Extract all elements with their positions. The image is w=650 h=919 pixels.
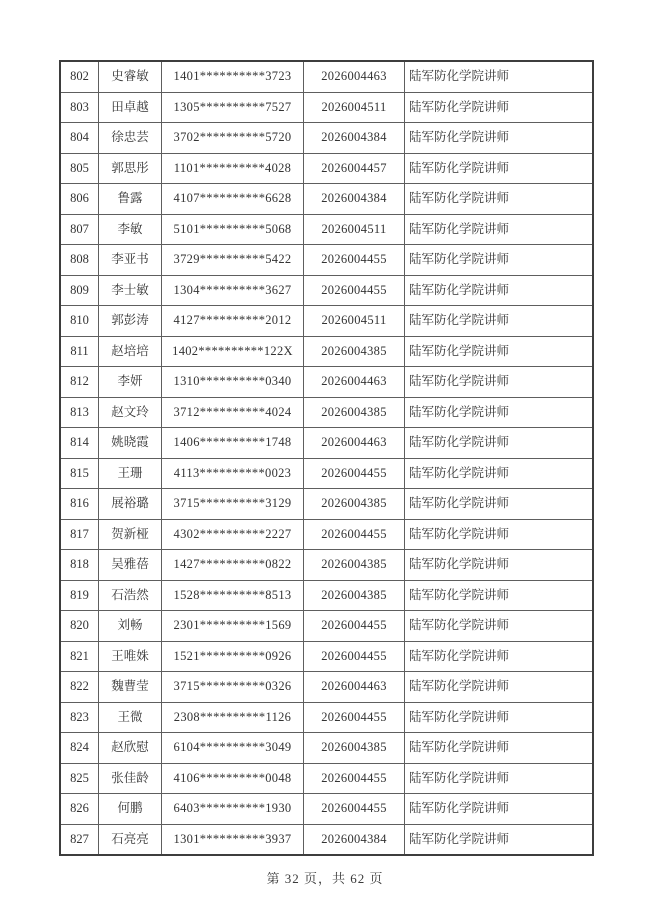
table-body xyxy=(60,61,593,855)
cell-code: 2026004385 xyxy=(304,733,405,764)
cell-name: 史睿敏 xyxy=(99,61,162,92)
cell-index: 824 xyxy=(60,733,99,764)
cell-title: 陆军防化学院讲师 xyxy=(405,184,594,215)
cell-title: 陆军防化学院讲师 xyxy=(405,763,594,794)
cell-index: 825 xyxy=(60,763,99,794)
cell-index: 806 xyxy=(60,184,99,215)
cell-title: 陆军防化学院讲师 xyxy=(405,123,594,154)
table-row xyxy=(60,214,593,245)
cell-name: 李亚书 xyxy=(99,245,162,276)
table-row xyxy=(60,184,593,215)
cell-index: 803 xyxy=(60,92,99,123)
cell-name: 鲁露 xyxy=(99,184,162,215)
cell-id-number: 1401**********3723 xyxy=(162,61,304,92)
cell-index: 826 xyxy=(60,794,99,825)
cell-id-number: 4302**********2227 xyxy=(162,519,304,550)
cell-id-number: 4107**********6628 xyxy=(162,184,304,215)
cell-id-number: 1301**********3937 xyxy=(162,824,304,855)
cell-code: 2026004385 xyxy=(304,336,405,367)
table-row xyxy=(60,763,593,794)
cell-code: 2026004455 xyxy=(304,702,405,733)
cell-code: 2026004384 xyxy=(304,123,405,154)
cell-id-number: 2308**********1126 xyxy=(162,702,304,733)
cell-code: 2026004455 xyxy=(304,245,405,276)
cell-title: 陆军防化学院讲师 xyxy=(405,702,594,733)
cell-index: 812 xyxy=(60,367,99,398)
cell-index: 814 xyxy=(60,428,99,459)
cell-index: 809 xyxy=(60,275,99,306)
cell-title: 陆军防化学院讲师 xyxy=(405,61,594,92)
table-row xyxy=(60,367,593,398)
cell-id-number: 1305**********7527 xyxy=(162,92,304,123)
cell-name: 赵文玲 xyxy=(99,397,162,428)
cell-title: 陆军防化学院讲师 xyxy=(405,733,594,764)
table-row xyxy=(60,611,593,642)
cell-id-number: 3715**********3129 xyxy=(162,489,304,520)
cell-name: 李妍 xyxy=(99,367,162,398)
cell-code: 2026004463 xyxy=(304,428,405,459)
cell-title: 陆军防化学院讲师 xyxy=(405,458,594,489)
cell-name: 郭思彤 xyxy=(99,153,162,184)
table-row xyxy=(60,489,593,520)
cell-title: 陆军防化学院讲师 xyxy=(405,397,594,428)
cell-name: 王唯姝 xyxy=(99,641,162,672)
cell-title: 陆军防化学院讲师 xyxy=(405,489,594,520)
cell-title: 陆军防化学院讲师 xyxy=(405,92,594,123)
cell-id-number: 1427**********0822 xyxy=(162,550,304,581)
cell-name: 刘畅 xyxy=(99,611,162,642)
cell-code: 2026004385 xyxy=(304,550,405,581)
cell-code: 2026004457 xyxy=(304,153,405,184)
cell-name: 姚晓霞 xyxy=(99,428,162,459)
cell-title: 陆军防化学院讲师 xyxy=(405,245,594,276)
cell-id-number: 4106**********0048 xyxy=(162,763,304,794)
roster-table xyxy=(59,60,594,856)
table-row xyxy=(60,794,593,825)
cell-name: 石浩然 xyxy=(99,580,162,611)
cell-title: 陆军防化学院讲师 xyxy=(405,367,594,398)
table-row xyxy=(60,580,593,611)
cell-index: 802 xyxy=(60,61,99,92)
cell-code: 2026004463 xyxy=(304,61,405,92)
cell-id-number: 3715**********0326 xyxy=(162,672,304,703)
cell-id-number: 4127**********2012 xyxy=(162,306,304,337)
cell-id-number: 4113**********0023 xyxy=(162,458,304,489)
cell-code: 2026004455 xyxy=(304,794,405,825)
cell-index: 821 xyxy=(60,641,99,672)
cell-title: 陆军防化学院讲师 xyxy=(405,428,594,459)
cell-title: 陆军防化学院讲师 xyxy=(405,824,594,855)
cell-index: 818 xyxy=(60,550,99,581)
table-row xyxy=(60,428,593,459)
table-row xyxy=(60,550,593,581)
cell-code: 2026004384 xyxy=(304,184,405,215)
cell-index: 807 xyxy=(60,214,99,245)
cell-index: 820 xyxy=(60,611,99,642)
cell-code: 2026004385 xyxy=(304,580,405,611)
table-row xyxy=(60,245,593,276)
cell-title: 陆军防化学院讲师 xyxy=(405,336,594,367)
cell-id-number: 1402**********122X xyxy=(162,336,304,367)
cell-index: 805 xyxy=(60,153,99,184)
cell-name: 何鹏 xyxy=(99,794,162,825)
table-row xyxy=(60,123,593,154)
cell-title: 陆军防化学院讲师 xyxy=(405,275,594,306)
table-row xyxy=(60,702,593,733)
cell-index: 808 xyxy=(60,245,99,276)
cell-index: 827 xyxy=(60,824,99,855)
cell-index: 819 xyxy=(60,580,99,611)
cell-id-number: 1304**********3627 xyxy=(162,275,304,306)
cell-id-number: 1406**********1748 xyxy=(162,428,304,459)
cell-title: 陆军防化学院讲师 xyxy=(405,672,594,703)
cell-name: 魏曹莹 xyxy=(99,672,162,703)
table-row xyxy=(60,672,593,703)
cell-name: 展裕璐 xyxy=(99,489,162,520)
cell-title: 陆军防化学院讲师 xyxy=(405,153,594,184)
table-row xyxy=(60,336,593,367)
cell-id-number: 1310**********0340 xyxy=(162,367,304,398)
cell-title: 陆军防化学院讲师 xyxy=(405,214,594,245)
cell-id-number: 3702**********5720 xyxy=(162,123,304,154)
cell-title: 陆军防化学院讲师 xyxy=(405,794,594,825)
cell-index: 813 xyxy=(60,397,99,428)
cell-id-number: 3729**********5422 xyxy=(162,245,304,276)
table-row xyxy=(60,641,593,672)
table-row xyxy=(60,61,593,92)
cell-name: 赵培培 xyxy=(99,336,162,367)
cell-name: 石亮亮 xyxy=(99,824,162,855)
table-row xyxy=(60,519,593,550)
table-row xyxy=(60,824,593,855)
cell-code: 2026004463 xyxy=(304,367,405,398)
cell-index: 811 xyxy=(60,336,99,367)
cell-index: 822 xyxy=(60,672,99,703)
cell-index: 815 xyxy=(60,458,99,489)
cell-id-number: 3712**********4024 xyxy=(162,397,304,428)
cell-code: 2026004455 xyxy=(304,458,405,489)
cell-code: 2026004463 xyxy=(304,672,405,703)
cell-index: 817 xyxy=(60,519,99,550)
table-row xyxy=(60,397,593,428)
table-row xyxy=(60,92,593,123)
cell-index: 810 xyxy=(60,306,99,337)
cell-id-number: 1521**********0926 xyxy=(162,641,304,672)
cell-index: 804 xyxy=(60,123,99,154)
cell-name: 李敏 xyxy=(99,214,162,245)
cell-title: 陆军防化学院讲师 xyxy=(405,641,594,672)
table-row xyxy=(60,153,593,184)
cell-name: 李士敏 xyxy=(99,275,162,306)
table-row xyxy=(60,306,593,337)
cell-code: 2026004511 xyxy=(304,92,405,123)
cell-id-number: 6104**********3049 xyxy=(162,733,304,764)
cell-name: 徐忠芸 xyxy=(99,123,162,154)
cell-title: 陆军防化学院讲师 xyxy=(405,519,594,550)
cell-title: 陆军防化学院讲师 xyxy=(405,580,594,611)
cell-name: 田卓越 xyxy=(99,92,162,123)
cell-id-number: 5101**********5068 xyxy=(162,214,304,245)
cell-code: 2026004455 xyxy=(304,275,405,306)
cell-name: 郭彭涛 xyxy=(99,306,162,337)
cell-name: 贺新桠 xyxy=(99,519,162,550)
cell-id-number: 6403**********1930 xyxy=(162,794,304,825)
cell-name: 吴雅蓓 xyxy=(99,550,162,581)
cell-name: 王微 xyxy=(99,702,162,733)
table-row xyxy=(60,458,593,489)
cell-code: 2026004385 xyxy=(304,489,405,520)
cell-code: 2026004511 xyxy=(304,214,405,245)
table-row xyxy=(60,733,593,764)
cell-name: 王珊 xyxy=(99,458,162,489)
cell-index: 816 xyxy=(60,489,99,520)
cell-id-number: 1528**********8513 xyxy=(162,580,304,611)
cell-name: 赵欣慰 xyxy=(99,733,162,764)
cell-title: 陆军防化学院讲师 xyxy=(405,306,594,337)
cell-id-number: 2301**********1569 xyxy=(162,611,304,642)
cell-title: 陆军防化学院讲师 xyxy=(405,611,594,642)
cell-code: 2026004455 xyxy=(304,641,405,672)
cell-code: 2026004455 xyxy=(304,763,405,794)
cell-title: 陆军防化学院讲师 xyxy=(405,550,594,581)
page-footer: 第 32 页，共 62 页 xyxy=(266,871,384,886)
cell-index: 823 xyxy=(60,702,99,733)
cell-name: 张佳龄 xyxy=(99,763,162,794)
cell-code: 2026004455 xyxy=(304,519,405,550)
cell-code: 2026004455 xyxy=(304,611,405,642)
table-row xyxy=(60,275,593,306)
cell-code: 2026004385 xyxy=(304,397,405,428)
cell-code: 2026004384 xyxy=(304,824,405,855)
cell-code: 2026004511 xyxy=(304,306,405,337)
cell-id-number: 1101**********4028 xyxy=(162,153,304,184)
